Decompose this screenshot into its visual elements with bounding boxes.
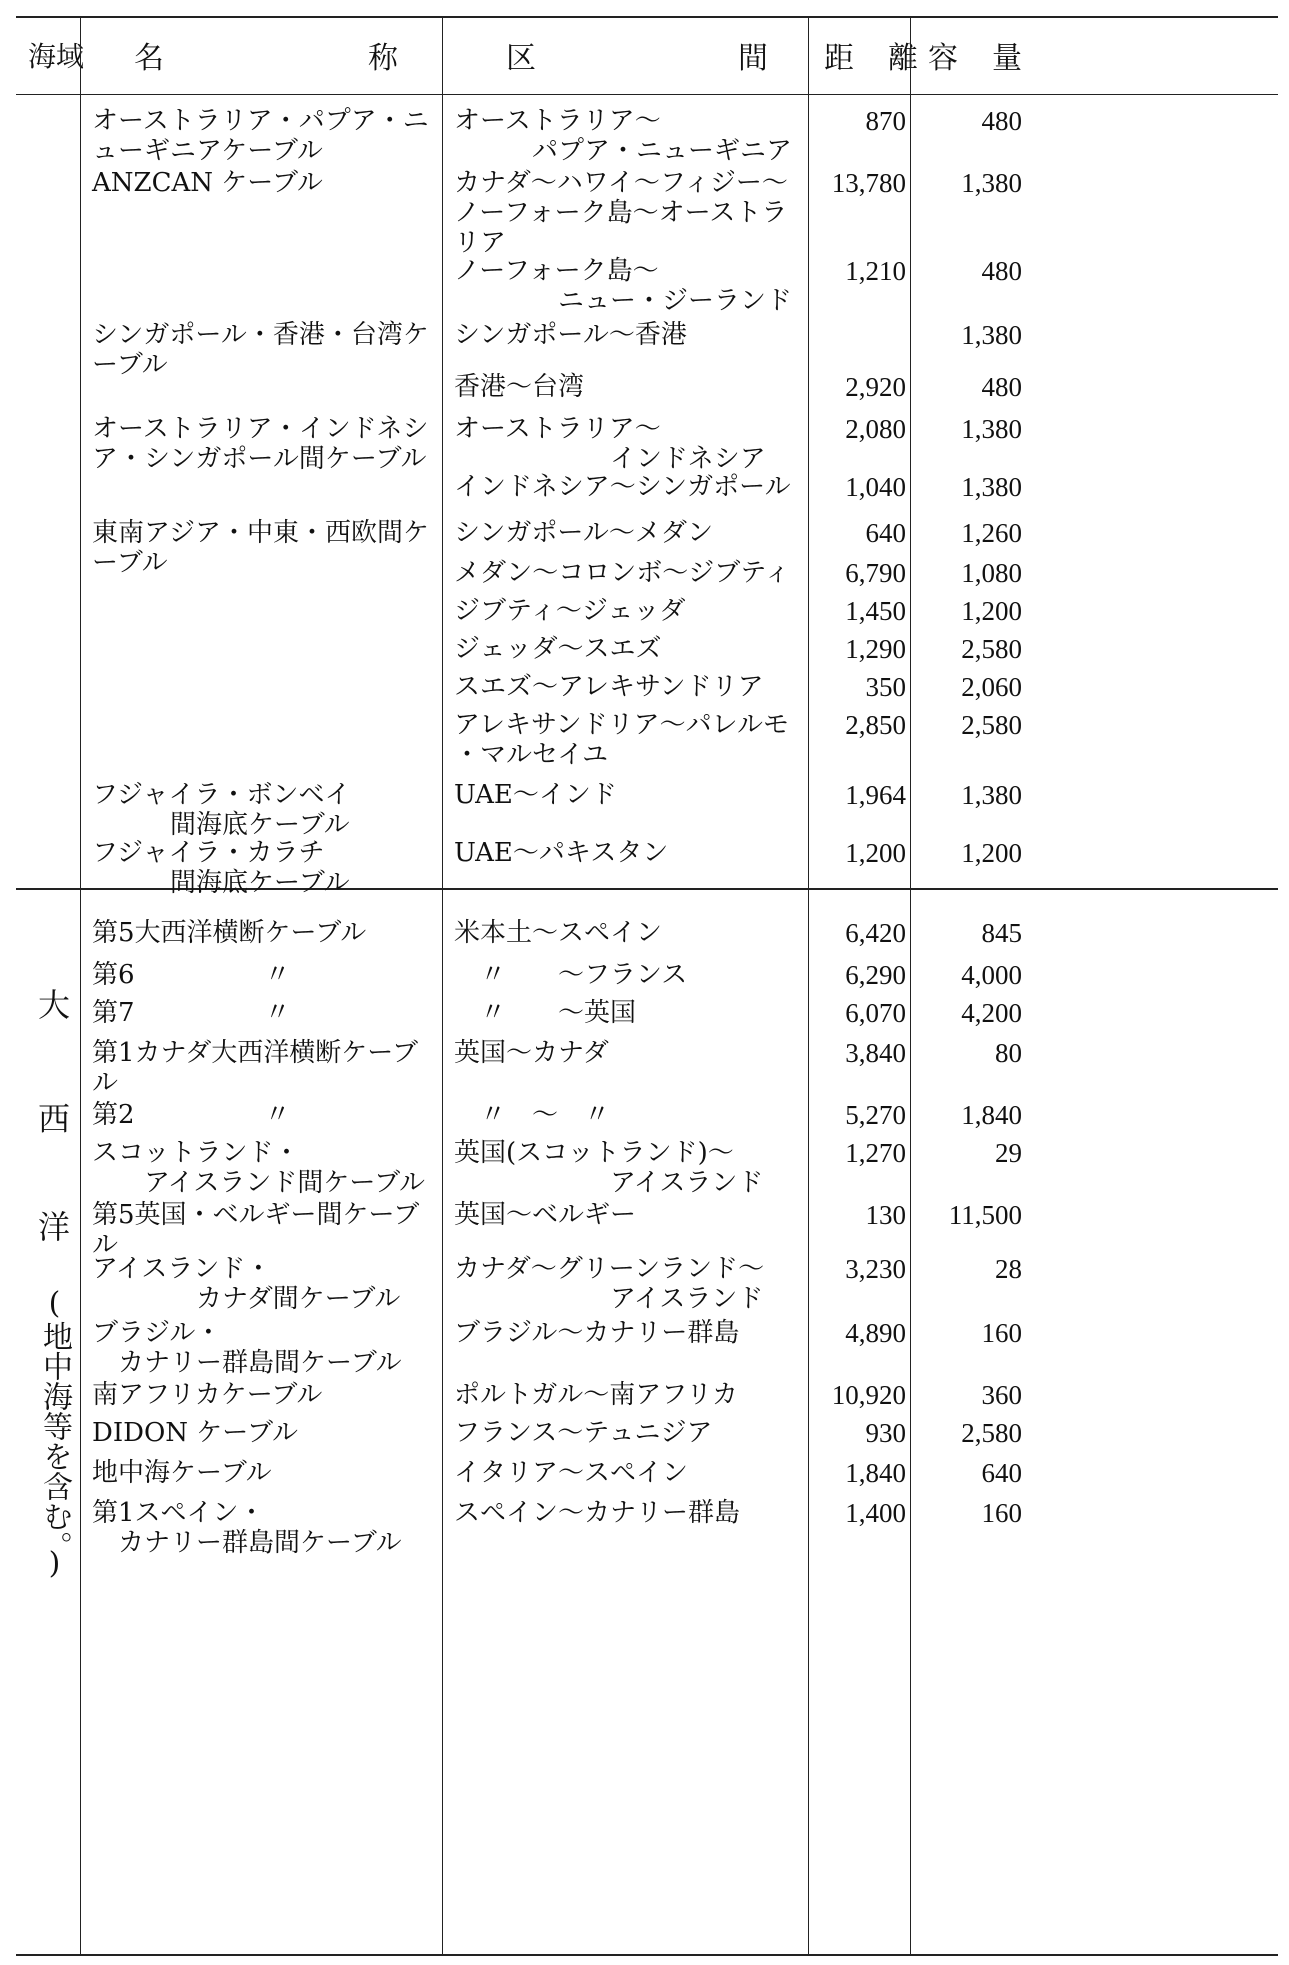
row-distance: 350	[865, 672, 906, 702]
row-name: オーストラリア・インドネシ ア・シンガポール間ケーブル	[92, 414, 429, 474]
row-section: 英国〜ベルギー	[454, 1200, 637, 1230]
row-capacity: 1,200	[961, 596, 1022, 626]
row-name: 東南アジア・中東・西欧間ケ ーブル	[92, 518, 429, 578]
row-capacity: 1,200	[961, 838, 1022, 868]
row-distance: 13,780	[831, 168, 906, 198]
row-section: 〃 〜 〃	[454, 1100, 611, 1130]
row-name: ANZCAN ケーブル	[92, 168, 323, 198]
row-capacity: 4,000	[961, 960, 1022, 990]
row-name: フジャイラ・カラチ 間海底ケーブル	[92, 838, 350, 898]
row-distance: 6,290	[845, 960, 906, 990]
row-name: 第1スペイン・ カナリー群島間ケーブル	[92, 1498, 402, 1558]
row-section: ジェッダ〜スエズ	[454, 634, 662, 664]
header-bottom-rule	[16, 94, 1278, 95]
row-capacity: 2,580	[961, 710, 1022, 740]
row-capacity: 1,840	[961, 1100, 1022, 1130]
column-rule-section	[808, 16, 809, 1954]
sea-label-note: (地中海等を含む。)	[37, 1286, 72, 1581]
row-distance: 1,290	[845, 634, 906, 664]
row-name: 第5英国・ベルギー間ケーブル	[92, 1200, 420, 1260]
row-capacity: 1,380	[961, 414, 1022, 444]
row-capacity: 1,380	[961, 780, 1022, 810]
row-section: 〃 〜フランス	[454, 960, 688, 990]
row-distance: 1,840	[845, 1458, 906, 1488]
row-capacity: 1,260	[961, 518, 1022, 548]
row-section: カナダ〜グリーンランド〜 アイスランド	[454, 1254, 765, 1314]
row-capacity: 1,380	[961, 168, 1022, 198]
row-distance: 1,400	[845, 1498, 906, 1528]
table-bottom-rule	[16, 1954, 1278, 1956]
row-capacity: 4,200	[961, 998, 1022, 1028]
row-section: 英国(スコットランド)〜 アイスランド	[454, 1138, 764, 1198]
row-distance: 1,270	[845, 1138, 906, 1168]
row-name: アイスランド・ カナダ間ケーブル	[92, 1254, 401, 1314]
row-section: フランス〜テュニジア	[454, 1418, 713, 1448]
row-name: ブラジル・ カナリー群島間ケーブル	[92, 1318, 402, 1378]
row-name: 地中海ケーブル	[92, 1458, 272, 1488]
row-capacity: 2,060	[961, 672, 1022, 702]
sea-label-char-3: 洋	[37, 1208, 70, 1246]
row-section: 香港〜台湾	[454, 372, 585, 402]
row-capacity: 160	[981, 1318, 1022, 1348]
row-distance: 1,964	[845, 780, 906, 810]
row-name: スコットランド・ アイスランド間ケーブル	[92, 1138, 426, 1198]
row-name: 南アフリカケーブル	[92, 1380, 323, 1410]
header-name-second: 称	[368, 41, 400, 76]
row-section: ジブティ〜ジェッダ	[454, 596, 686, 626]
row-distance: 2,850	[845, 710, 906, 740]
row-distance: 6,420	[845, 918, 906, 948]
row-capacity: 360	[981, 1380, 1022, 1410]
row-capacity: 28	[995, 1254, 1022, 1284]
row-capacity: 80	[995, 1038, 1022, 1068]
row-name: 第7 〃	[92, 998, 291, 1028]
row-name: 第6 〃	[92, 960, 291, 990]
row-section: UAE〜パキスタン	[454, 838, 669, 868]
row-capacity: 480	[981, 106, 1022, 136]
row-section: オーストラリア〜 パプア・ニューギニア	[454, 106, 793, 166]
header-distance: 距 離	[824, 41, 920, 76]
row-distance: 1,210	[845, 256, 906, 286]
row-distance: 1,200	[845, 838, 906, 868]
row-distance: 4,890	[845, 1318, 906, 1348]
row-distance: 6,790	[845, 558, 906, 588]
table-top-rule	[16, 16, 1278, 18]
row-distance: 130	[865, 1200, 906, 1230]
row-name: 第2 〃	[92, 1100, 291, 1130]
row-name: 第5大西洋横断ケーブル	[92, 918, 367, 948]
row-section: メダン〜コロンボ〜ジブティ	[454, 558, 791, 588]
row-capacity: 1,080	[961, 558, 1022, 588]
table-header	[16, 16, 1278, 94]
row-capacity: 845	[981, 918, 1022, 948]
row-distance: 640	[865, 518, 906, 548]
row-distance: 2,920	[845, 372, 906, 402]
row-name: フジャイラ・ボンベイ 間海底ケーブル	[92, 780, 351, 840]
row-capacity: 640	[981, 1458, 1022, 1488]
row-section: シンガポール〜メダン	[454, 518, 714, 548]
row-section: ノーフォーク島〜 ニュー・ジーランド	[454, 256, 793, 316]
row-name: シンガポール・香港・台湾ケ ーブル	[92, 320, 429, 380]
row-section: イタリア〜スペイン	[454, 1458, 689, 1488]
row-distance: 2,080	[845, 414, 906, 444]
row-capacity: 160	[981, 1498, 1022, 1528]
row-distance: 6,070	[845, 998, 906, 1028]
row-section: スエズ〜アレキサンドリア	[454, 672, 764, 702]
row-distance: 1,040	[845, 472, 906, 502]
row-section: アレキサンドリア〜パレルモ ・マルセイユ	[454, 710, 790, 770]
row-section: ブラジル〜カナリー群島	[454, 1318, 740, 1348]
row-name: DIDON ケーブル	[92, 1418, 298, 1448]
row-distance: 3,230	[845, 1254, 906, 1284]
row-section: オーストラリア〜 インドネシア	[454, 414, 766, 474]
row-capacity: 2,580	[961, 634, 1022, 664]
row-capacity: 480	[981, 372, 1022, 402]
row-name: オーストラリア・パプア・ニ ューギニアケーブル	[92, 106, 429, 166]
row-section: 英国〜カナダ	[454, 1038, 609, 1068]
header-name-first: 名	[134, 41, 166, 76]
row-section: 米本土〜スペイン	[454, 918, 663, 948]
row-distance: 3,840	[845, 1038, 906, 1068]
row-section: UAE〜インド	[454, 780, 617, 810]
row-section: シンガポール〜香港	[454, 320, 687, 350]
row-distance: 5,270	[845, 1100, 906, 1130]
row-section: スペイン〜カナリー群島	[454, 1498, 741, 1528]
header-sea: 海域	[27, 40, 84, 73]
column-rule-distance	[910, 16, 911, 1954]
sea-label-char-2: 西	[37, 1100, 70, 1138]
row-section: ポルトガル〜南アフリカ	[454, 1380, 738, 1410]
row-capacity: 29	[995, 1138, 1022, 1168]
row-section: インドネシア〜シンガポール	[454, 472, 791, 502]
header-section-first: 区	[506, 41, 538, 76]
row-distance: 1,450	[845, 596, 906, 626]
sea-label-char-1: 大	[37, 986, 70, 1024]
row-capacity: 480	[981, 256, 1022, 286]
row-distance: 10,920	[831, 1380, 906, 1410]
row-capacity: 1,380	[961, 472, 1022, 502]
row-capacity: 2,580	[961, 1418, 1022, 1448]
column-rule-name	[442, 16, 443, 1954]
row-section: 〃 〜英国	[454, 998, 637, 1028]
row-distance: 930	[865, 1418, 906, 1448]
row-capacity: 11,500	[948, 1200, 1022, 1230]
header-capacity: 容 量	[928, 41, 1024, 76]
row-name: 第1カナダ大西洋横断ケーブ ル	[92, 1038, 418, 1098]
header-section-second: 間	[738, 41, 770, 76]
row-section: カナダ〜ハワイ〜フィジー〜 ノーフォーク島〜オーストラ リア	[454, 168, 788, 258]
row-distance: 870	[865, 106, 906, 136]
row-capacity: 1,380	[961, 320, 1022, 350]
